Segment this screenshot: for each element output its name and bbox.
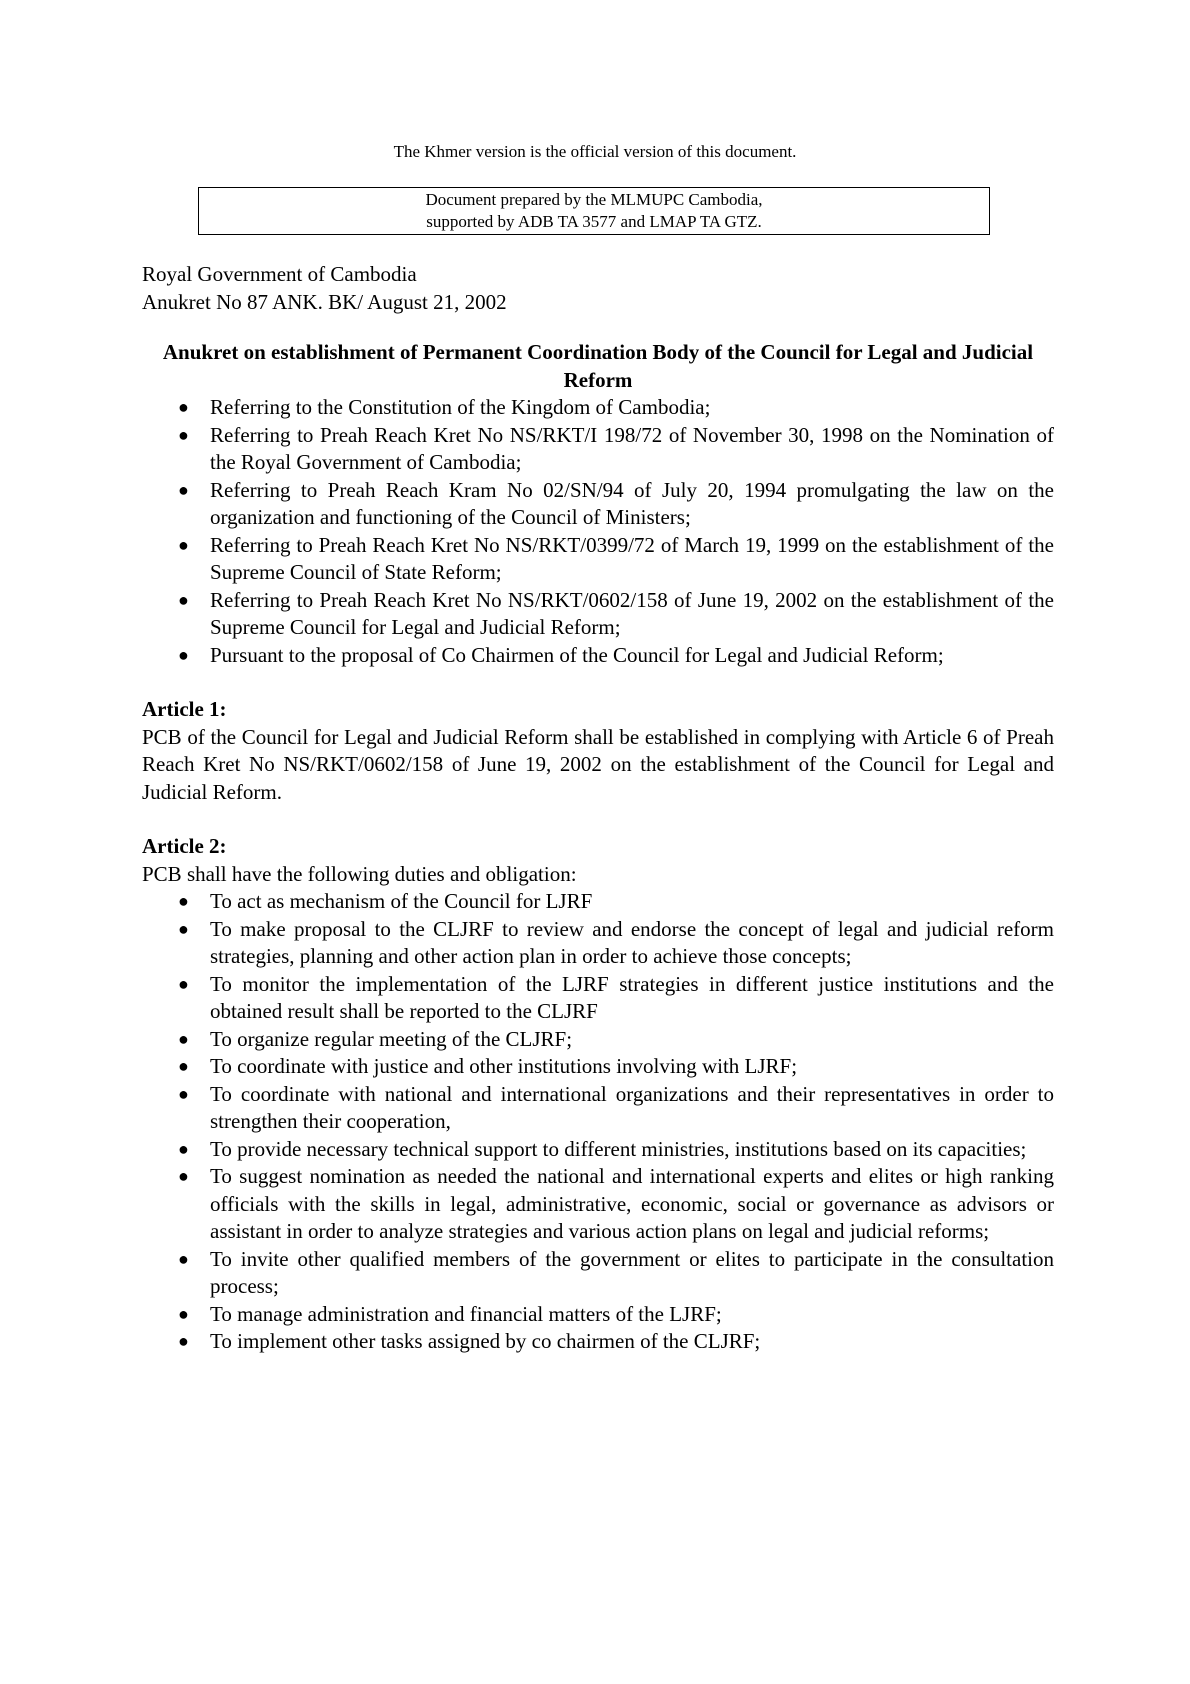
prepared-by-line-1: Document prepared by the MLMUPC Cambodia, [425, 190, 763, 209]
bullet-icon: ● [178, 479, 189, 500]
article-2-heading: Article 2: [142, 834, 227, 858]
bullet-icon: ● [178, 1303, 189, 1324]
duty-item: ● To suggest nomination as needed the national and international experts and elites or high ranking officials with the skills in legal, administrative, economic, social or governance as advisors or assistant in order to analyze strategies and various action plans on legal and judicial reforms; [178, 1164, 1054, 1243]
preamble-list [142, 394, 1054, 669]
duty-item: ● To coordinate with national and international organizations and their representatives in order to strengthen their cooperation, [178, 1081, 1054, 1133]
bullet-icon: ● [178, 1331, 189, 1351]
bullet-icon: ● [178, 397, 189, 417]
issuer-block [142, 261, 1054, 316]
duty-item: ● To act as mechanism of the Council for LJRF [142, 888, 1054, 916]
preamble-item: ● Referring to Preah Reach Kret No NS/RKT/0602/158 of June 19, 2002 on the establishment of the Supreme Council for Legal and Judicial Reform; [178, 587, 1054, 639]
decree-reference: Anukret No 87 ANK. BK/ August 21, 2002 [142, 289, 507, 314]
bullet-icon: ● [178, 534, 189, 555]
bullet-icon: ● [178, 1028, 189, 1049]
article-1-body: PCB of the Council for Legal and Judicial Reform shall be established in complying with Article 6 of Preah Reach Kret No NS/RKT/0602/158 of June 19, 2002 on the establishment of the Council for Legal and Judicial Reform. [142, 724, 1054, 804]
bullet-icon: ● [178, 1138, 189, 1159]
duty-item: ● To implement other tasks assigned by co chairmen of the CLJRF; [142, 1328, 1054, 1356]
duty-item: ● To make proposal to the CLJRF to review and endorse the concept of legal and judicial reform strategies, planning and other action plan in order to achieve those concepts; [178, 916, 1054, 968]
prepared-by-box [198, 187, 990, 235]
preamble-item: ● Referring to Preah Reach Kram No 02/SN/94 of July 20, 1994 promulgating the law on the organization and functioning of the Council of Ministers; [178, 477, 1054, 529]
bullet-icon: ● [178, 424, 189, 445]
duty-item: ● To monitor the implementation of the LJRF strategies in different justice institutions and the obtained result shall be reported to the CLJRF [178, 971, 1054, 1023]
bullet-icon: ● [178, 1056, 189, 1076]
bullet-icon: ● [178, 589, 189, 610]
duty-item: ● To coordinate with justice and other institutions involving with LJRF; [142, 1053, 1054, 1081]
bullet-icon: ● [178, 1248, 189, 1269]
bullet-icon: ● [178, 644, 189, 665]
preamble-item: ● Pursuant to the proposal of Co Chairmen of the Council for Legal and Judicial Reform; [142, 642, 1054, 670]
government-name: Royal Government of Cambodia [142, 262, 417, 286]
preamble-item: ● Referring to Preah Reach Kret No NS/RKT/0399/72 of March 19, 1999 on the establishment of the Supreme Council of State Reform; [178, 532, 1054, 584]
document-body [142, 261, 1054, 1356]
article-2-intro: PCB shall have the following duties and obligation: [142, 861, 577, 886]
duty-item: ● To invite other qualified members of the government or elites to participate in the consultation process; [178, 1246, 1054, 1298]
duty-item: ● To manage administration and financial matters of the LJRF; [142, 1301, 1054, 1329]
duty-item: ● To provide necessary technical support to different ministries, institutions based on its capacities; [142, 1136, 1054, 1164]
bullet-icon: ● [178, 1083, 189, 1104]
document-title: Anukret on establishment of Permanent Coordination Body of the Council for Legal and Judicial Reform [162, 340, 1034, 392]
article-1-heading: Article 1: [142, 697, 227, 721]
duty-item: ● To organize regular meeting of the CLJRF; [142, 1026, 1054, 1054]
duties-list [142, 888, 1054, 1356]
prepared-by-line-2: supported by ADB TA 3577 and LMAP TA GTZ. [426, 212, 762, 231]
bullet-icon: ● [178, 1166, 189, 1186]
preamble-item: ● Referring to Preah Reach Kret No NS/RKT/I 198/72 of November 30, 1998 on the Nomination of the Royal Government of Cambodia; [178, 422, 1054, 474]
bullet-icon: ● [178, 973, 189, 994]
bullet-icon: ● [178, 891, 189, 911]
bullet-icon: ● [178, 918, 189, 939]
official-version-note: The Khmer version is the official version of this document. [393, 142, 797, 161]
preamble-item: ● Referring to the Constitution of the Kingdom of Cambodia; [142, 394, 1054, 422]
